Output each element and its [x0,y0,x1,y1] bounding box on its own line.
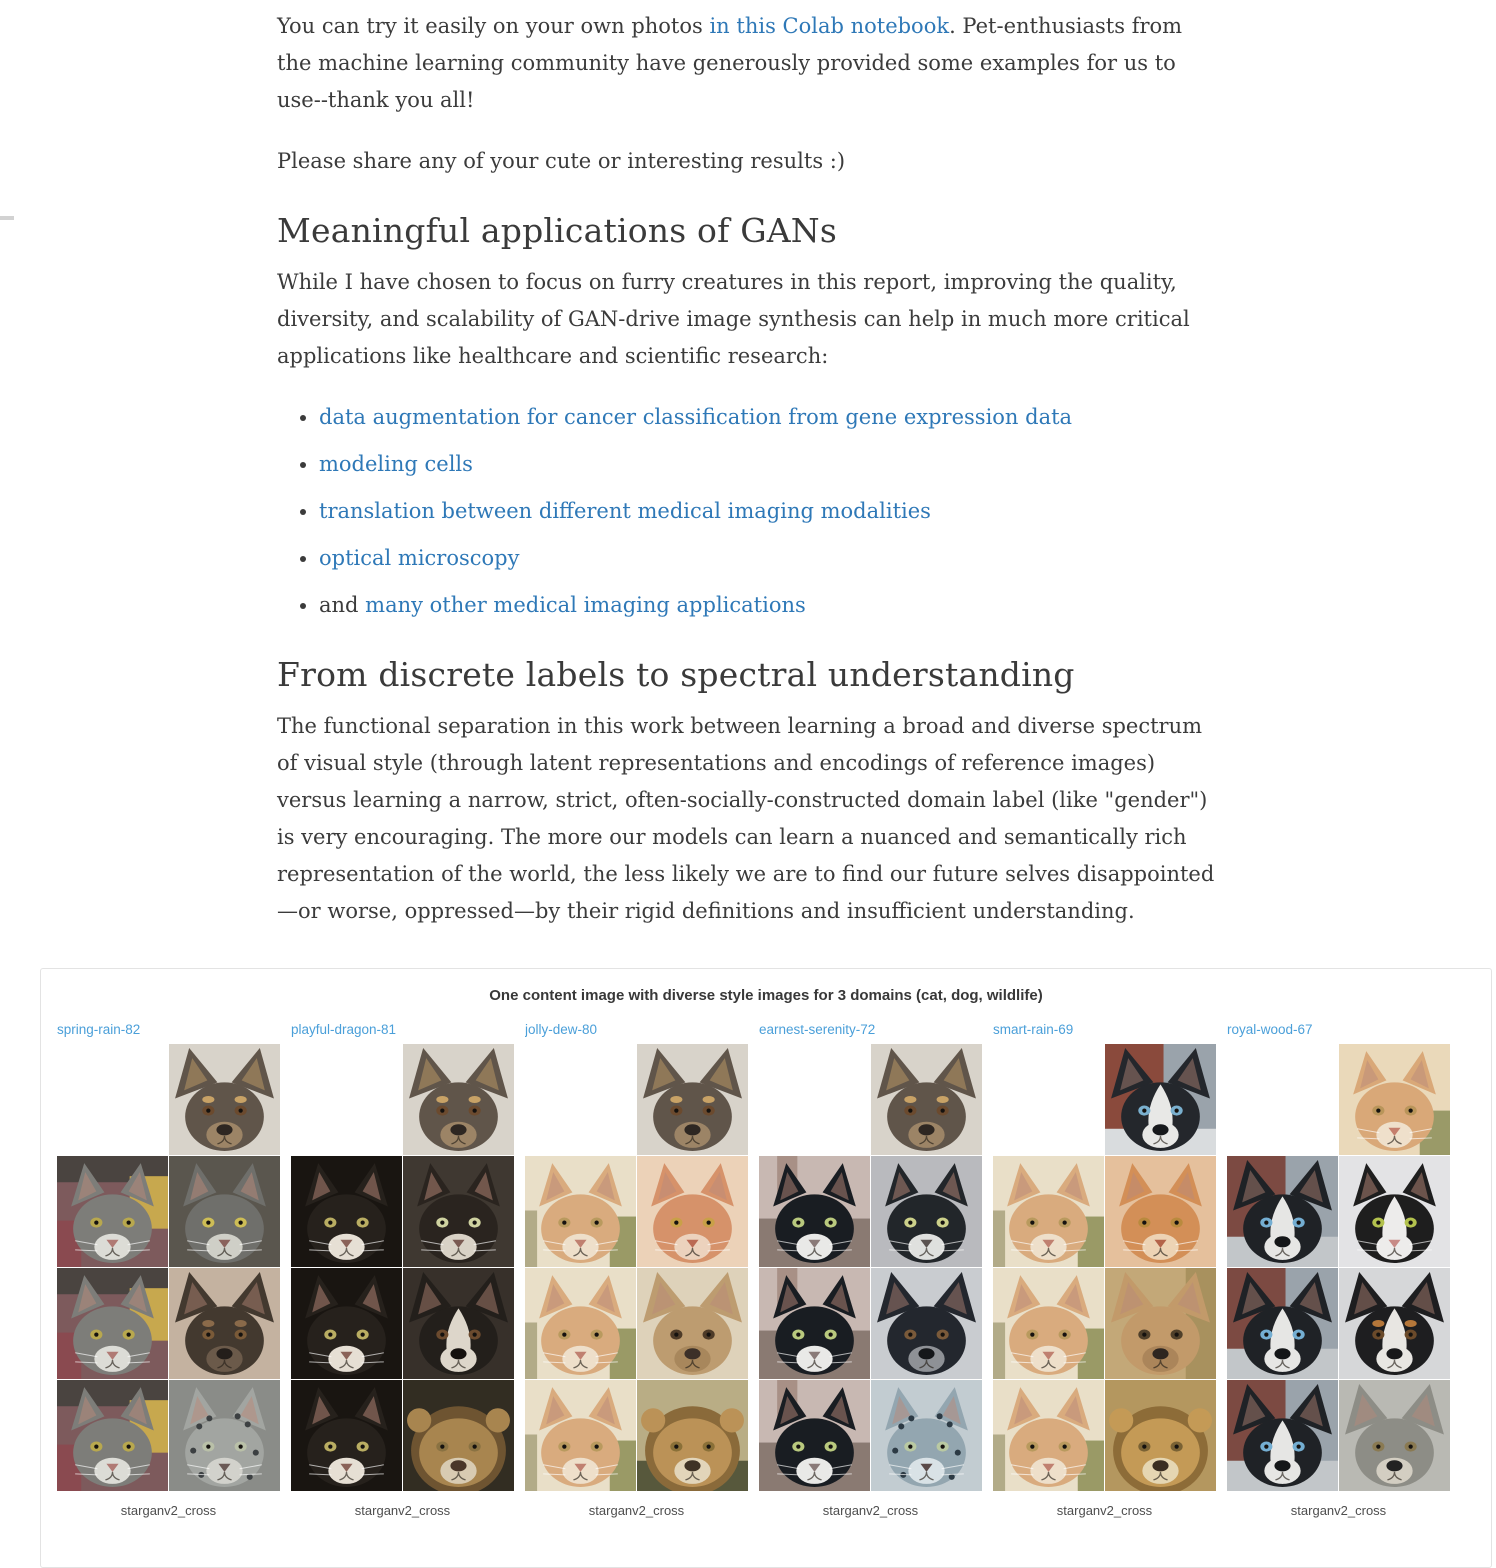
media-caption: starganv2_cross [822,1503,919,1518]
orange-cat-reference [1339,1044,1450,1155]
source-image[interactable] [759,1156,870,1267]
husky-dog-reference [1105,1044,1216,1155]
report-article [277,8,1220,954]
image-grid [1227,1044,1450,1491]
run-name-link[interactable]: earnest-serenity-72 [759,1022,876,1037]
run-column [57,1022,280,1518]
husky-dog-source [1227,1380,1338,1491]
image-grid [759,1044,982,1491]
generated-lion [637,1380,748,1491]
run-name-link[interactable]: jolly-dew-80 [525,1022,598,1037]
paragraph-applications: While I have chosen to focus on furry creatures in this report, improving the quality, diversity, and scalability of GAN-drive image synthesis can help in much more critical applications like healthcare and scientific research: [277,270,1190,368]
image-grid [57,1044,280,1491]
generated-image[interactable] [403,1380,514,1491]
generated-image[interactable] [1339,1268,1450,1379]
source-image[interactable] [1227,1156,1338,1267]
applications-list [277,399,1220,624]
section-title-discrete-labels: From discrete labels to spectral understanding [277,655,1075,694]
black-cat-source [759,1380,870,1491]
source-image[interactable] [993,1268,1104,1379]
source-image[interactable] [759,1268,870,1379]
source-image[interactable] [1227,1268,1338,1379]
generated-image[interactable] [637,1380,748,1491]
source-image[interactable] [759,1380,870,1491]
generated-image[interactable] [637,1268,748,1379]
image-grid [525,1044,748,1491]
media-caption: starganv2_cross [354,1503,451,1518]
empty-cell [1227,1044,1338,1155]
generated-black-cat [871,1156,982,1267]
source-image[interactable] [993,1156,1104,1267]
generated-lion [403,1380,514,1491]
cream-cat-source [993,1156,1104,1267]
generated-dark-dog [169,1268,280,1379]
generated-image[interactable] [169,1380,280,1491]
reference-image[interactable] [169,1044,280,1155]
generated-black-cat [403,1156,514,1267]
generated-image[interactable] [871,1380,982,1491]
husky-dog-source [1227,1268,1338,1379]
source-image[interactable] [993,1380,1104,1491]
paragraph-spectral: The functional separation in this work between learning a broad and diverse spectrum of visual style (through latent representations and encodings of reference images) versus learning a narrow, strict, often-socially-constructed domain label (like "gender") is very encouraging. The more our models can learn a nuanced and semantically rich representation of the world, the less likely we are to find our future selves disappointed—or worse, oppressed—by their rigid definitions and insufficient understanding. [277,714,1215,923]
chihuahua-dog-reference [169,1044,280,1155]
list-item [319,587,1220,624]
run-name-link[interactable]: royal-wood-67 [1227,1022,1313,1037]
generated-image[interactable] [1339,1380,1450,1491]
generated-border-collie [1339,1268,1450,1379]
empty-cell [57,1044,168,1155]
panel-title: One content image with diverse style images for 3 domains (cat, dog, wildlife) [489,987,1043,1004]
generated-wolf [1339,1380,1450,1491]
generated-tuxedo-cat [1339,1156,1450,1267]
generated-image[interactable] [871,1156,982,1267]
tuxedo-cat-source [291,1268,402,1379]
source-image[interactable] [57,1380,168,1491]
reference-image[interactable] [1105,1044,1216,1155]
generated-image[interactable] [1105,1156,1216,1267]
cream-cat-source [993,1380,1104,1491]
source-image[interactable] [1227,1380,1338,1491]
run-column [1227,1022,1450,1518]
run-name-link[interactable]: playful-dragon-81 [291,1022,397,1037]
reference-image[interactable] [871,1044,982,1155]
generated-image[interactable] [1105,1380,1216,1491]
chihuahua-dog-reference [403,1044,514,1155]
generated-snow-leopard [169,1380,280,1491]
cream-cat-source [525,1156,636,1267]
paragraph-share: Please share any of your cute or interesting results :) [277,149,846,173]
list-item [319,446,1220,483]
black-cat-source [759,1268,870,1379]
cream-cat-source [525,1380,636,1491]
tuxedo-cat-source [291,1380,402,1491]
run-name-link[interactable]: smart-rain-69 [993,1022,1074,1037]
generated-black-dog [871,1268,982,1379]
generated-snow-leopard [871,1380,982,1491]
generated-image[interactable] [403,1268,514,1379]
paragraph-colab [277,8,1220,119]
media-caption: starganv2_cross [1290,1503,1387,1518]
page-edge-tick [0,216,14,220]
medical-imaging-translation-link[interactable]: translation between different medical imaging modalities [319,499,931,523]
modeling-cells-link[interactable]: modeling cells [319,452,473,476]
section-title-meaningful-applications: Meaningful applications of GANs [277,211,838,250]
generated-gray-cat [169,1156,280,1267]
source-image[interactable] [291,1156,402,1267]
generated-image[interactable] [1105,1268,1216,1379]
generated-image[interactable] [1339,1156,1450,1267]
source-image[interactable] [57,1156,168,1267]
cream-cat-source [993,1268,1104,1379]
generated-image[interactable] [871,1268,982,1379]
generated-image[interactable] [403,1156,514,1267]
generated-tan-dog [637,1268,748,1379]
other-medical-imaging-link[interactable]: many other medical imaging applications [365,593,806,617]
reference-image[interactable] [1339,1044,1450,1155]
source-image[interactable] [525,1268,636,1379]
generated-orange-cat [1105,1156,1216,1267]
image-grid [993,1044,1216,1491]
source-image[interactable] [291,1268,402,1379]
source-image[interactable] [57,1268,168,1379]
tuxedo-cat-source [291,1156,402,1267]
source-image[interactable] [525,1156,636,1267]
run-column [993,1022,1216,1518]
gray-cat-source [57,1268,168,1379]
generated-image[interactable] [169,1268,280,1379]
cancer-classification-link[interactable]: data augmentation for cancer classification from gene expression data [319,405,1073,429]
gray-cat-source [57,1156,168,1267]
empty-cell [525,1044,636,1155]
reference-image[interactable] [403,1044,514,1155]
media-caption: starganv2_cross [120,1503,217,1518]
reference-image[interactable] [637,1044,748,1155]
run-name-link[interactable]: spring-rain-82 [57,1022,141,1037]
bullet-prefix: and [319,593,366,617]
run-columns [57,1022,1475,1518]
run-column [291,1022,514,1518]
paragraph-text: . Pet-enthusiasts from the machine learning community have generously provided some examples for us to use--thank you all! [277,14,1183,112]
black-cat-source [759,1156,870,1267]
media-caption: starganv2_cross [588,1503,685,1518]
generated-tan-dog [1105,1268,1216,1379]
generated-image[interactable] [637,1156,748,1267]
optical-microscopy-link[interactable]: optical microscopy [319,546,520,570]
colab-notebook-link[interactable]: in this Colab notebook [709,14,950,38]
generated-image[interactable] [169,1156,280,1267]
cream-cat-source [525,1268,636,1379]
husky-dog-source [1227,1156,1338,1267]
media-panel [40,968,1492,1568]
media-caption: starganv2_cross [1056,1503,1153,1518]
source-image[interactable] [525,1380,636,1491]
image-grid [291,1044,514,1491]
generated-orange-cat [637,1156,748,1267]
chihuahua-dog-reference [637,1044,748,1155]
source-image[interactable] [291,1380,402,1491]
empty-cell [291,1044,402,1155]
list-item [319,493,1220,530]
gray-cat-source [57,1380,168,1491]
list-item [319,540,1220,577]
generated-lion [1105,1380,1216,1491]
list-item [319,399,1220,436]
empty-cell [759,1044,870,1155]
paragraph-text: You can try it easily on your own photos [277,14,710,38]
empty-cell [993,1044,1104,1155]
chihuahua-dog-reference [871,1044,982,1155]
run-column [525,1022,748,1518]
generated-black-dog [403,1268,514,1379]
run-column [759,1022,982,1518]
